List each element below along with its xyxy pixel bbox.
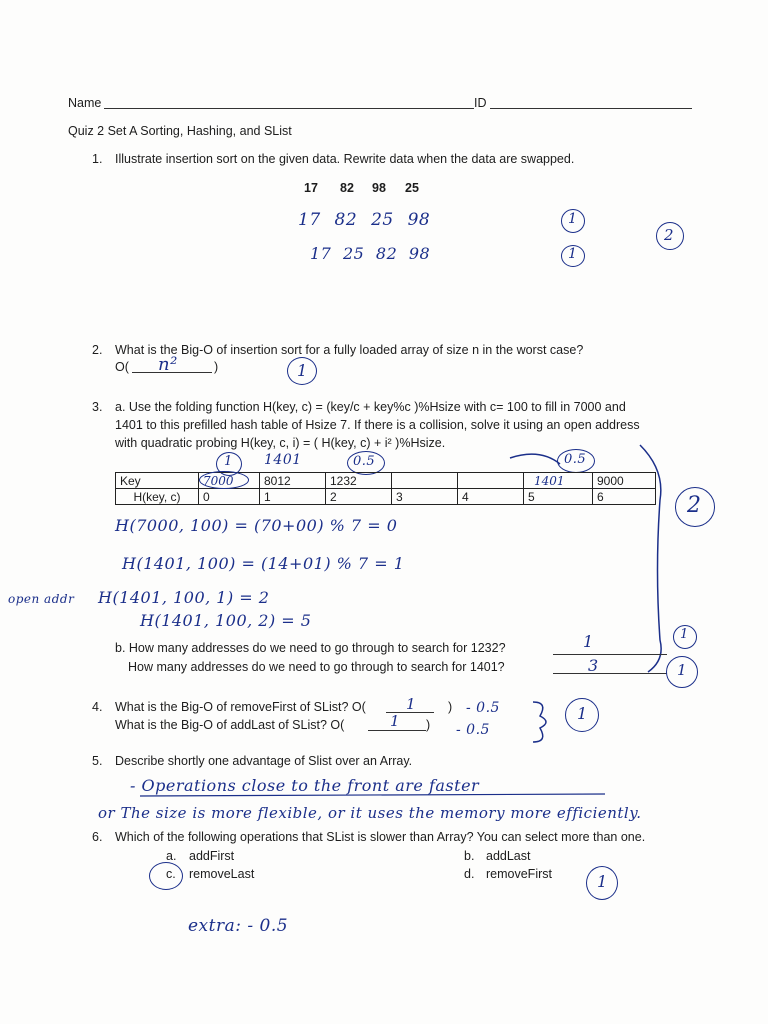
q1-data-25: 25 <box>405 181 419 195</box>
q1-score-a: 1 <box>568 211 578 227</box>
extra-deduction: extra: - 0.5 <box>188 916 289 936</box>
name-label: Name <box>68 96 102 110</box>
q3-line1: a. Use the folding function H(key, c) = (key/c + key%c )%Hsize with c= 100 to fill in 7000 and <box>115 400 626 414</box>
q3-score-a: 1 <box>224 454 233 469</box>
q2-answer: n² <box>158 354 178 375</box>
q3-score-c: 0.5 <box>564 452 587 467</box>
q2-text: What is the Big-O of insertion sort for a fully loaded array of size n in the worst case? <box>115 343 584 357</box>
q2-score: 1 <box>297 361 308 380</box>
hash-table-header-key: Key <box>116 473 199 489</box>
q5-answer1: - Operations close to the front are faster <box>130 776 480 795</box>
hash-cell-hash-3: 3 <box>392 489 458 505</box>
q1-answer-row1: 17 82 25 98 <box>298 210 431 230</box>
q4-deduct1: - 0.5 <box>466 700 500 716</box>
q6-option-c-letter: c. <box>166 867 176 881</box>
q6-option-a-label: addFirst <box>189 849 235 863</box>
id-label: ID <box>474 96 487 110</box>
q6-text: Which of the following operations that SList is slower than Array? You can select more than one. <box>115 830 646 844</box>
q4-answer1: 1 <box>406 695 417 713</box>
q3-line2: 1401 to this prefilled hash table of Hsize 7. If there is a collision, solve it using an open address <box>115 418 640 432</box>
hash-cell-key-6: 9000 <box>593 473 656 489</box>
q3-b-answer2: 3 <box>588 656 599 675</box>
q1-number: 1. <box>92 152 103 166</box>
q1-score-b: 1 <box>568 246 578 262</box>
q3-score-b: 0.5 <box>353 454 376 469</box>
hash-cell-hash-2: 2 <box>326 489 392 505</box>
q3-b-answer1: 1 <box>583 632 594 651</box>
q1-total: 2 <box>664 226 675 244</box>
q5-text: Describe shortly one advantage of Slist over an Array. <box>115 754 413 768</box>
quiz-title: Quiz 2 Set A Sorting, Hashing, and SList <box>68 124 292 138</box>
q4-score: 1 <box>577 704 588 723</box>
hash-cell-hash-1: 1 <box>260 489 326 505</box>
q4-number: 4. <box>92 700 103 714</box>
q4-line2: What is the Big-O of addLast of SList? O( <box>115 718 345 732</box>
q4-answer2: 1 <box>390 712 401 730</box>
hash-cell-hash-0: 0 <box>199 489 260 505</box>
hash-cell-key-5-value: 1401 <box>534 473 565 488</box>
hash-cell-hash-5: 5 <box>524 489 593 505</box>
q1-data-98: 98 <box>372 181 386 195</box>
q3-b-line2: How many addresses do we need to go through to search for 1401? <box>128 660 505 674</box>
q6-number: 6. <box>92 830 103 844</box>
q3-b-line1: b. How many addresses do we need to go through to search for 1232? <box>115 641 506 655</box>
q3-work-line3: H(1401, 100, 1) = 2 <box>98 588 270 607</box>
q3-b-score2: 1 <box>677 661 688 679</box>
q4-line1: What is the Big-O of removeFirst of SList? O( <box>115 700 366 714</box>
q3-number: 3. <box>92 400 103 414</box>
q6-option-d-label: removeFirst <box>486 867 552 881</box>
q6-option-c-label: removeLast <box>189 867 255 881</box>
q3-work-line1: H(7000, 100) = (70+00) % 7 = 0 <box>115 516 398 535</box>
q3-line3: with quadratic probing H(key, c, i) = ( H(key, c) + i² )%Hsize. <box>115 436 446 450</box>
q1-data-82: 82 <box>340 181 354 195</box>
q3-above-table: 1401 <box>264 452 302 468</box>
q3-side-total: 2 <box>687 493 702 518</box>
q5-number: 5. <box>92 754 103 768</box>
q5-answer2: or The size is more flexible, or it uses the memory more efficiently. <box>98 804 642 822</box>
q2-number: 2. <box>92 343 103 357</box>
q4-deduct2: - 0.5 <box>456 722 490 738</box>
q1-text: Illustrate insertion sort on the given data. Rewrite data when the data are swapped. <box>115 152 575 166</box>
q1-data-17: 17 <box>304 181 318 195</box>
hash-cell-key-0-value: 7000 <box>203 473 234 488</box>
q6-score: 1 <box>597 872 608 891</box>
q3-work-open-addr: open addr <box>8 592 75 606</box>
q3-b-score1: 1 <box>680 627 689 642</box>
hash-cell-hash-6: 6 <box>593 489 656 505</box>
hash-table-header-hash: H(key, c) <box>116 489 199 505</box>
q3-work-line4: H(1401, 100, 2) = 5 <box>140 611 312 630</box>
q6-option-d-letter: d. <box>464 867 475 881</box>
q6-option-b-letter: b. <box>464 849 475 863</box>
q2-suffix: ) <box>214 360 219 374</box>
q4-close2: ) <box>426 718 431 732</box>
q6-option-b-label: addLast <box>486 849 531 863</box>
q6-option-a-letter: a. <box>166 849 177 863</box>
hash-cell-key-2: 1232 <box>326 473 392 489</box>
q4-close1: ) <box>448 700 453 714</box>
hash-cell-hash-4: 4 <box>458 489 524 505</box>
q1-answer-row2: 17 25 82 98 <box>310 244 431 263</box>
q3-work-line2: H(1401, 100) = (14+01) % 7 = 1 <box>122 554 405 573</box>
hash-cell-key-1: 8012 <box>260 473 326 489</box>
q2-prefix: O( <box>115 360 129 374</box>
